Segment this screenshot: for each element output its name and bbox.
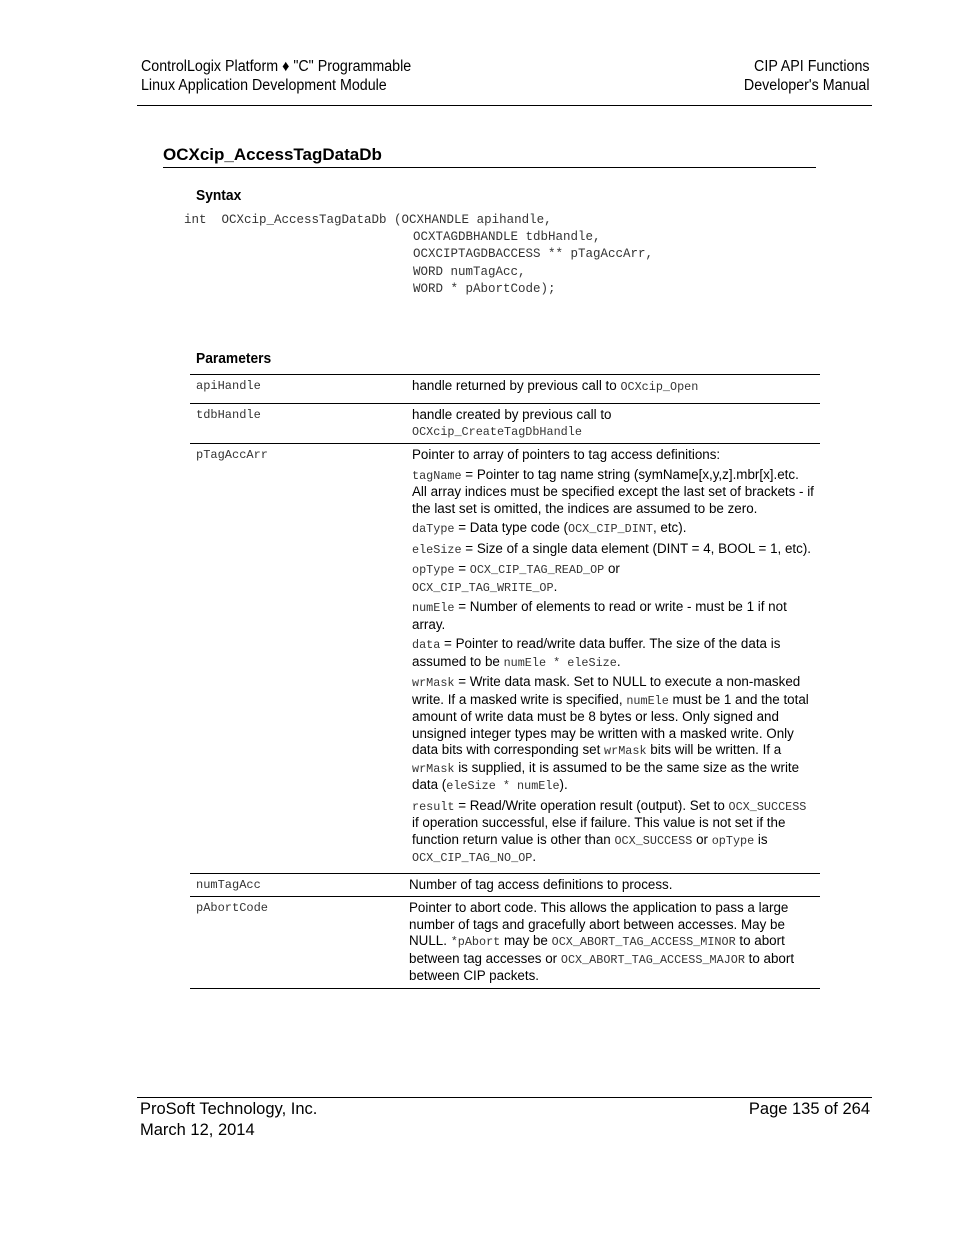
syntax-heading: Syntax [196, 187, 242, 204]
header-right [744, 57, 870, 95]
param-name: pAbortCode [196, 901, 269, 915]
field-result: result = Read/Write operation result (output). Set to OCX_SUCCESS if operation successful, else if failure. This value is not set if the function return value is other than OCX_SUCCESS or opType is OCX_CIP_TAG_NO_OP. [412, 797, 807, 865]
table-row [190, 404, 820, 444]
field-wrmask: wrMask = Write data mask. Set to NULL to execute a non-masked write. If a masked write is specified, numEle must be 1 and the total amount of write data must be 8 bytes or less. Only signed and unsigned integer types may be written with a masked write. Only data bits with corresponding set wrMask bits will be written. If a wrMask is supplied, it is assumed to be the same size as the write data (eleSize * numEle). [412, 674, 809, 793]
header-section-line: CIP API Functions [754, 58, 870, 75]
table-row [190, 444, 820, 874]
syntax-arg: OCXCIPTAGDBACCESS ** pTagAccArr, [413, 247, 654, 262]
param-name: tdbHandle [196, 408, 261, 422]
parameters-table [190, 374, 820, 989]
field-datatype: daType = Data type code (OCX_CIP_DINT, etc). [412, 520, 687, 536]
syntax-arg: OCXTAGDBHANDLE tdbHandle, [413, 230, 601, 244]
header-rule [137, 105, 872, 106]
field-numele: numEle = Number of elements to read or write - must be 1 if not array. [412, 599, 787, 632]
param-name: numTagAcc [196, 877, 261, 892]
param-description: Pointer to abort code. This allows the application to pass a large number of tags and gracefully abort between accesses. May be NULL. *pAbort may be OCX_ABORT_TAG_ACCESS_MINOR to abort between tag accesses or OCX_ABORT_TAG_ACCESS_MAJOR to abort between CIP packets. [409, 900, 795, 983]
field-optype: opType = OCX_CIP_TAG_READ_OP or OCX_CIP_TAG_WRITE_OP. [412, 561, 620, 595]
table-row [190, 897, 820, 989]
footer-page-number: Page 135 of 264 [748, 1100, 870, 1118]
field-elesize: eleSize = Size of a single data element (DINT = 4, BOOL = 1, etc). [412, 540, 812, 557]
param-description [409, 873, 820, 897]
desc-text: Number of tag access definitions to process. [409, 876, 673, 892]
syntax-arg: WORD numTagAcc, [413, 264, 526, 279]
param-description [409, 444, 820, 874]
desc-code: OCXcip_CreateTagDbHandle [412, 424, 582, 439]
param-name: pTagAccArr [196, 448, 269, 462]
header-left [141, 57, 411, 95]
footer-right [749, 1099, 870, 1120]
header-manual-line: Developer's Manual [744, 77, 870, 94]
header-product-line: ControlLogix Platform ♦ "C" Programmable [141, 58, 412, 75]
syntax-arg: WORD * pAbortCode); [413, 281, 556, 296]
table-row [190, 375, 820, 404]
footer-left [140, 1099, 317, 1141]
desc-code: OCXcip_Open [620, 380, 699, 394]
parameters-heading: Parameters [196, 350, 272, 367]
header-module-line: Linux Application Development Module [141, 77, 387, 94]
function-title: OCXcip_AccessTagDataDb [163, 145, 382, 164]
footer-company: ProSoft Technology, Inc. [140, 1100, 318, 1118]
param-name: apiHandle [196, 379, 261, 393]
footer-rule [137, 1097, 872, 1098]
desc-text: handle created by previous call to [412, 407, 612, 422]
table-row [190, 873, 820, 897]
function-title-rule [163, 167, 816, 168]
param-description [409, 375, 820, 404]
field-data: data = Pointer to read/write data buffer. The size of the data is assumed to be numEle * eleSize. [412, 636, 781, 670]
param-description [409, 404, 820, 444]
syntax-code-block [169, 212, 654, 315]
field-tagname: tagName = Pointer to tag name string (symName[x,y,z].mbr[x].etc. All array indices must be specified except the last set of brackets - if the last set is omitted, the indices are assumed to be zero. [412, 466, 814, 516]
syntax-signature-line: int OCXcip_AccessTagDataDb (OCXHANDLE apihandle, [184, 213, 552, 227]
desc-text: handle returned by previous call to [412, 378, 621, 393]
desc-intro: Pointer to array of pointers to tag access definitions: [412, 447, 721, 462]
footer-date: March 12, 2014 [140, 1121, 255, 1139]
